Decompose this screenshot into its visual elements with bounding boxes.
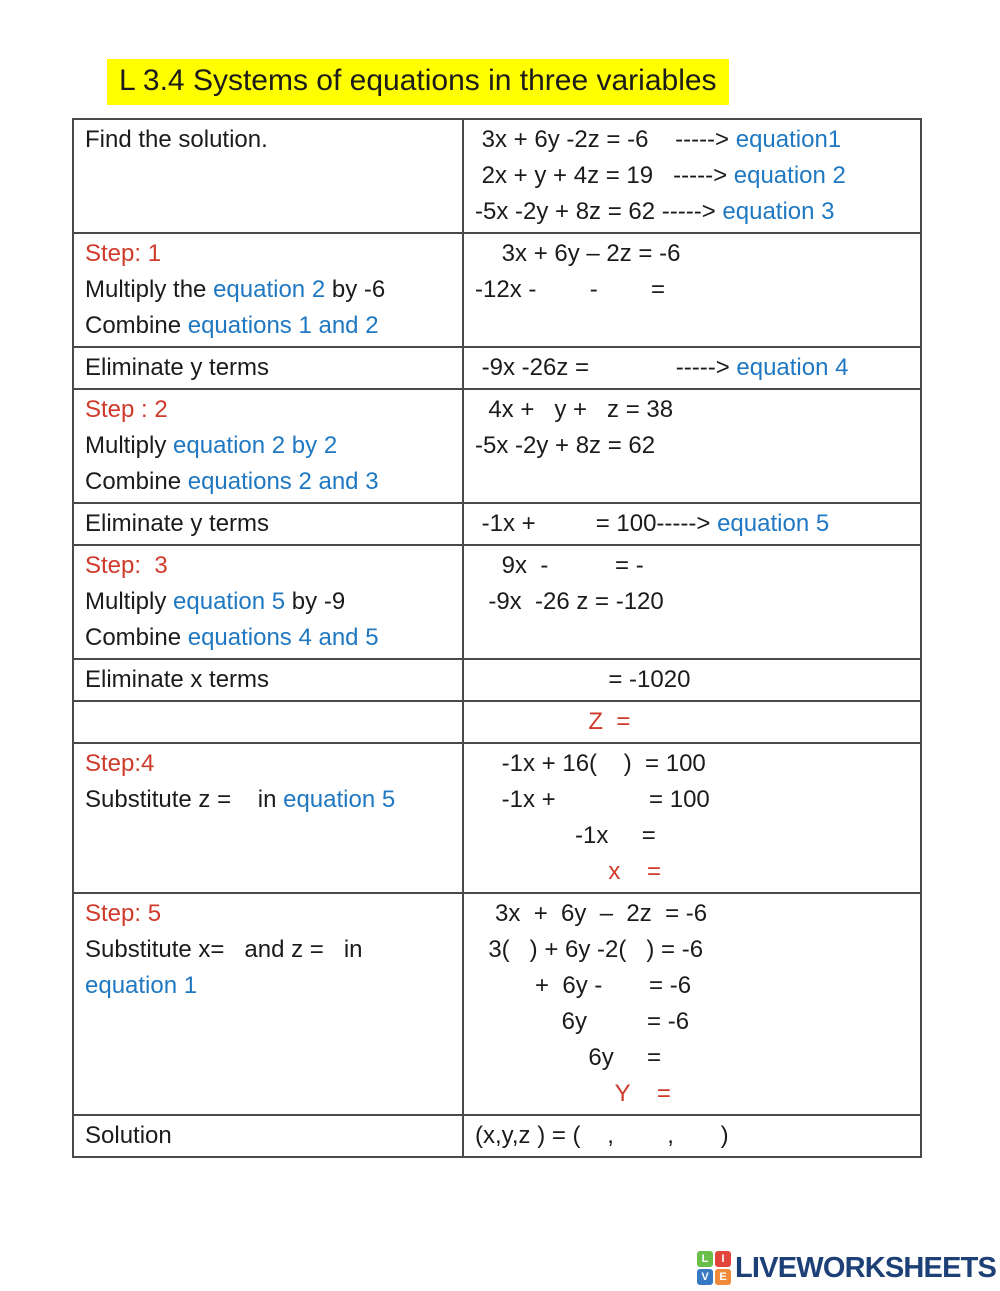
step2-left-cell bbox=[73, 389, 463, 503]
worksheet-text: 3x + 6y -2z = -6 -----> bbox=[475, 126, 736, 153]
worksheet-text: 3x + 6y – 2z = -6 bbox=[475, 240, 681, 267]
text-line bbox=[475, 782, 916, 818]
text-line bbox=[85, 548, 458, 584]
text-line bbox=[85, 896, 458, 932]
table-row-step5 bbox=[73, 893, 921, 1115]
text-line bbox=[475, 584, 916, 620]
page-title bbox=[107, 59, 729, 105]
text-line bbox=[475, 392, 916, 428]
highlight-label: x = bbox=[475, 858, 662, 885]
text-line bbox=[475, 350, 916, 386]
worksheet-text: + 6y - = -6 bbox=[475, 972, 692, 999]
step3-right-cell bbox=[463, 545, 921, 659]
worksheet-text: 6y = bbox=[475, 1044, 662, 1071]
worksheet-text: Multiply bbox=[85, 432, 174, 459]
eliminate-x-right-cell bbox=[463, 659, 921, 701]
eliminate-x-left-cell bbox=[73, 659, 463, 701]
text-line bbox=[475, 548, 916, 584]
text-line bbox=[85, 464, 458, 500]
text-line bbox=[475, 704, 916, 740]
text-line bbox=[475, 158, 916, 194]
step4-left-cell bbox=[73, 743, 463, 893]
text-line bbox=[475, 746, 916, 782]
worksheet-text: -1x = bbox=[475, 822, 656, 849]
equation-ref: equation 1 bbox=[85, 972, 198, 999]
text-line bbox=[475, 818, 916, 854]
worksheet-text: 3x + 6y – 2z = -6 bbox=[475, 900, 708, 927]
step5-left-cell bbox=[73, 893, 463, 1115]
text-line bbox=[85, 272, 458, 308]
text-line bbox=[475, 428, 916, 464]
worksheet-text: -12x - - = bbox=[475, 276, 666, 303]
eliminate-y-2-right-cell bbox=[463, 503, 921, 545]
highlight-label: Y = bbox=[475, 1080, 671, 1107]
worksheet-table-body bbox=[73, 119, 921, 1157]
text-line bbox=[85, 968, 458, 1004]
highlight-label: Step: 3 bbox=[85, 552, 168, 579]
z-answer-left-cell bbox=[73, 701, 463, 743]
worksheet-text: Multiply the bbox=[85, 276, 214, 303]
text-line bbox=[85, 350, 458, 386]
worksheet-text: Combine bbox=[85, 312, 188, 339]
worksheet-text: -9x -26 z = -120 bbox=[475, 588, 664, 615]
brand-tile-i: I bbox=[715, 1251, 731, 1267]
text-line bbox=[475, 272, 916, 308]
worksheet-text: -1x + 16( ) = 100 bbox=[475, 750, 706, 777]
worksheet-text: Eliminate x terms bbox=[85, 666, 270, 693]
eliminate-y-2-left-cell bbox=[73, 503, 463, 545]
solution-right-cell bbox=[463, 1115, 921, 1157]
text-line bbox=[475, 662, 916, 698]
worksheet-text: = -1020 bbox=[475, 666, 691, 693]
text-line bbox=[85, 506, 458, 542]
worksheet-text: Multiply bbox=[85, 588, 174, 615]
problem-left-cell bbox=[73, 119, 463, 233]
highlight-label: Step: 5 bbox=[85, 900, 162, 927]
worksheet-text: 3( ) + 6y -2( ) = -6 bbox=[475, 936, 704, 963]
z-answer-right-cell bbox=[463, 701, 921, 743]
worksheet-text: -9x -26z = -----> bbox=[475, 354, 737, 381]
worksheet-text: by -9 bbox=[285, 588, 346, 615]
worksheet-text: Combine bbox=[85, 624, 188, 651]
step4-right-cell bbox=[463, 743, 921, 893]
worksheet-table bbox=[72, 118, 922, 1158]
equation-ref: equation 5 bbox=[173, 588, 286, 615]
text-line bbox=[85, 584, 458, 620]
eliminate-y-1-right-cell bbox=[463, 347, 921, 389]
text-line bbox=[85, 392, 458, 428]
text-line bbox=[85, 122, 458, 158]
worksheet-text: Eliminate y terms bbox=[85, 354, 270, 381]
step2-right-cell bbox=[463, 389, 921, 503]
text-line bbox=[475, 896, 916, 932]
equation-ref: equation 5 bbox=[283, 786, 396, 813]
text-line bbox=[475, 1076, 916, 1112]
highlight-label: Step:4 bbox=[85, 750, 155, 777]
problem-right-cell bbox=[463, 119, 921, 233]
worksheet-text: -5x -2y + 8z = 62 -----> bbox=[475, 198, 723, 225]
highlight-label: Step : 2 bbox=[85, 396, 168, 423]
brand-name: LIVEWORKSHEETS bbox=[735, 1251, 997, 1284]
highlight-label: Z = bbox=[475, 708, 631, 735]
equation-ref: equation 4 bbox=[736, 354, 849, 381]
text-line bbox=[475, 1004, 916, 1040]
table-row-problem bbox=[73, 119, 921, 233]
text-line bbox=[85, 782, 458, 818]
step5-right-cell bbox=[463, 893, 921, 1115]
brand-tile-v: V bbox=[697, 1269, 713, 1285]
text-line bbox=[475, 854, 916, 890]
liveworksheets-logo[interactable] bbox=[697, 1251, 996, 1285]
worksheet-text: Find the solution. bbox=[85, 126, 268, 153]
text-line bbox=[85, 236, 458, 272]
worksheet-text: Eliminate y terms bbox=[85, 510, 270, 537]
table-row-eliminate-y-1 bbox=[73, 347, 921, 389]
text-line bbox=[475, 1118, 916, 1154]
text-line bbox=[85, 620, 458, 656]
worksheet-text: 2x + y + 4z = 19 -----> bbox=[475, 162, 734, 189]
table-row-step2 bbox=[73, 389, 921, 503]
text-line bbox=[85, 1118, 458, 1154]
table-row-eliminate-y-2 bbox=[73, 503, 921, 545]
equation-ref: equation 2 bbox=[733, 162, 846, 189]
text-line bbox=[85, 428, 458, 464]
text-line bbox=[475, 236, 916, 272]
eliminate-y-1-left-cell bbox=[73, 347, 463, 389]
table-row-step1 bbox=[73, 233, 921, 347]
table-row-step4 bbox=[73, 743, 921, 893]
text-line bbox=[475, 932, 916, 968]
worksheet-text: Substitute x= and z = in bbox=[85, 936, 363, 963]
worksheet-text: 9x - = - bbox=[475, 552, 644, 579]
equation-ref: equations 1 and 2 bbox=[187, 312, 379, 339]
text-line bbox=[475, 506, 916, 542]
worksheet-text: 6y = -6 bbox=[475, 1008, 690, 1035]
text-line bbox=[475, 968, 916, 1004]
worksheet-text: Combine bbox=[85, 468, 188, 495]
highlight-label: Step: 1 bbox=[85, 240, 162, 267]
equation-ref: equation 2 by 2 bbox=[173, 432, 338, 459]
worksheet-text: -1x + = 100-----> bbox=[475, 510, 718, 537]
text-line bbox=[85, 932, 458, 968]
table-row-z-answer bbox=[73, 701, 921, 743]
brand-tile-e: E bbox=[715, 1269, 731, 1285]
worksheet-text: -1x + = 100 bbox=[475, 786, 710, 813]
liveworksheets-icon bbox=[697, 1251, 731, 1285]
worksheet-text: by -6 bbox=[325, 276, 386, 303]
equation-ref: equation1 bbox=[735, 126, 842, 153]
equation-ref: equations 4 and 5 bbox=[187, 624, 379, 651]
worksheet-text: 4x + y + z = 38 bbox=[475, 396, 674, 423]
step1-right-cell bbox=[463, 233, 921, 347]
page-title-text: L 3.4 Systems of equations in three variables bbox=[107, 59, 729, 105]
worksheet-text: -5x -2y + 8z = 62 bbox=[475, 432, 656, 459]
worksheet-text: Solution bbox=[85, 1122, 172, 1149]
equation-ref: equation 5 bbox=[717, 510, 830, 537]
solution-left-cell bbox=[73, 1115, 463, 1157]
equation-ref: equation 3 bbox=[722, 198, 835, 225]
text-line bbox=[85, 662, 458, 698]
table-row-solution bbox=[73, 1115, 921, 1157]
worksheet-text: Substitute z = in bbox=[85, 786, 284, 813]
text-line bbox=[475, 194, 916, 230]
table-row-eliminate-x bbox=[73, 659, 921, 701]
text-line bbox=[85, 746, 458, 782]
step3-left-cell bbox=[73, 545, 463, 659]
text-line bbox=[85, 308, 458, 344]
text-line bbox=[475, 1040, 916, 1076]
worksheet-text: (x,y,z ) = ( , , ) bbox=[475, 1122, 729, 1149]
equation-ref: equation 2 bbox=[213, 276, 326, 303]
step1-left-cell bbox=[73, 233, 463, 347]
table-row-step3 bbox=[73, 545, 921, 659]
brand-tile-l: L bbox=[697, 1251, 713, 1267]
equation-ref: equations 2 and 3 bbox=[187, 468, 379, 495]
text-line bbox=[475, 122, 916, 158]
